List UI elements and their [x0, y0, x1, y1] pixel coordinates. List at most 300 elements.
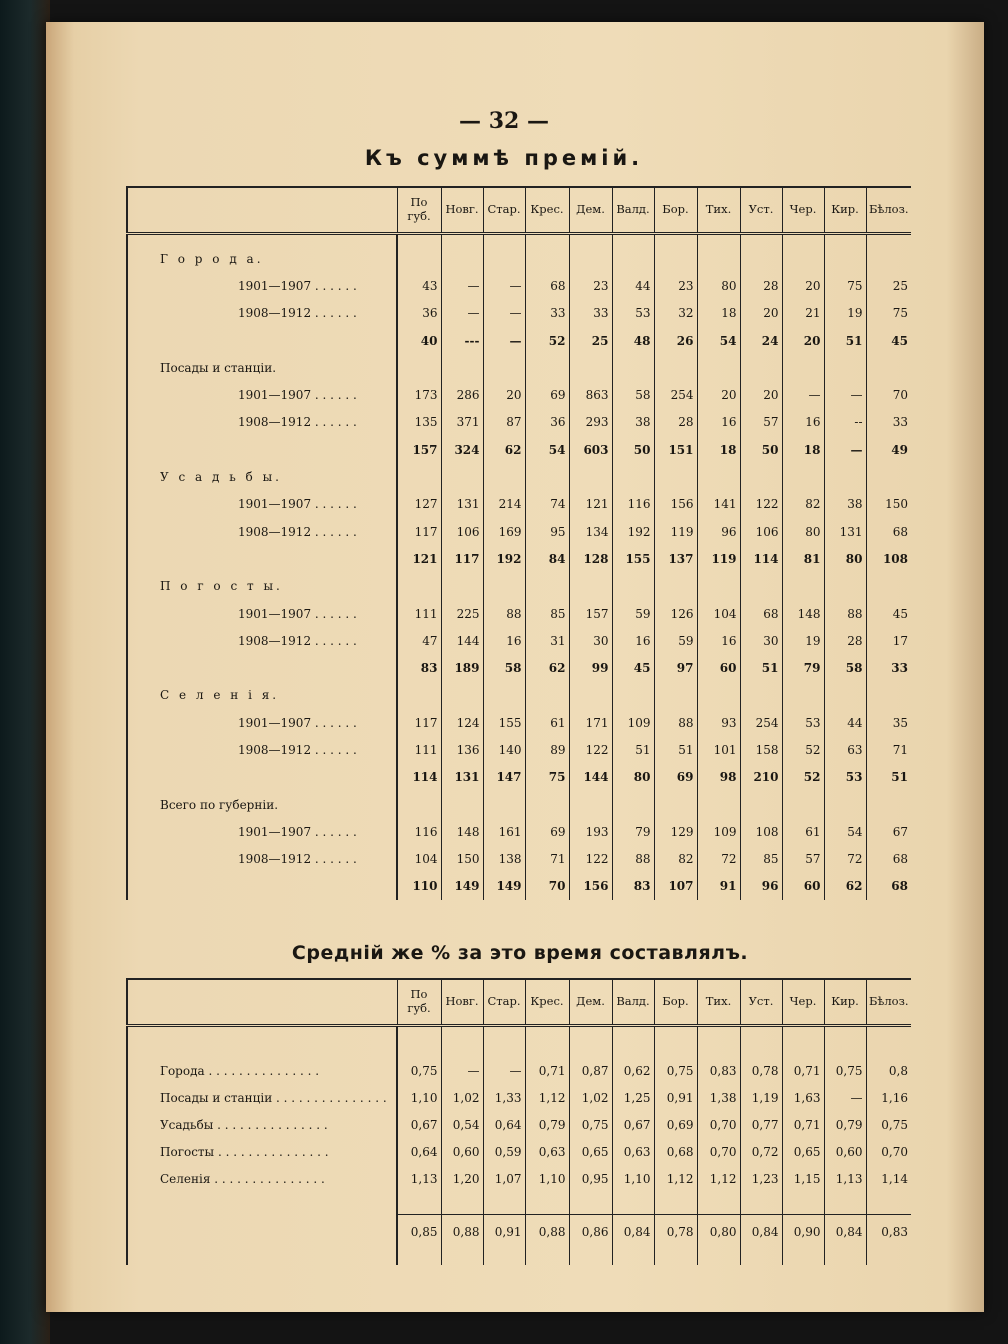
spacer-cell [612, 234, 654, 246]
category-row [127, 463, 911, 490]
value-cell: 192 [612, 518, 654, 545]
period-label-cell [127, 272, 397, 299]
category-row [127, 354, 911, 381]
empty-cell [483, 463, 525, 490]
value-cell: 1,16 [866, 1084, 911, 1111]
value-cell: 192 [483, 545, 525, 572]
value-cell: 122 [740, 491, 782, 518]
spacer-cell [697, 234, 740, 246]
value-cell: 121 [569, 491, 612, 518]
value-cell: 157 [569, 600, 612, 627]
value-cell: 48 [612, 327, 654, 354]
spacer-cell [697, 1249, 740, 1265]
leader-dots: . . . . . . [311, 497, 357, 512]
value-cell: 114 [740, 545, 782, 572]
value-cell: 149 [483, 873, 525, 900]
leader-dots: . . . . . . [311, 606, 357, 621]
value-cell: 128 [569, 545, 612, 572]
empty-cell [697, 245, 740, 272]
leader-dots: . . . . . . [311, 388, 357, 403]
value-cell: 0,64 [397, 1138, 441, 1165]
value-cell: 225 [441, 600, 483, 627]
value-cell: 18 [782, 436, 824, 463]
empty-cell [612, 573, 654, 600]
leader-dots: . . . . . . . . . . . . . . . [210, 1171, 325, 1186]
category-name: Г о р о д а. [160, 251, 264, 266]
value-cell: 124 [441, 709, 483, 736]
spacer-cell [866, 1249, 911, 1265]
spacer-cell [740, 234, 782, 246]
premium-sum-table [126, 186, 911, 900]
spacer-cell [740, 1192, 782, 1215]
spacer-row [127, 234, 911, 246]
value-cell: 33 [866, 654, 911, 681]
value-cell: 88 [612, 846, 654, 873]
value-cell: 121 [397, 545, 441, 572]
empty-cell [654, 354, 697, 381]
value-cell: 88 [654, 709, 697, 736]
spacer-cell [569, 234, 612, 246]
value-cell: 75 [525, 764, 569, 791]
value-cell: 0,78 [654, 1215, 697, 1250]
value-cell: 0,91 [654, 1084, 697, 1111]
value-cell: — [824, 1084, 866, 1111]
value-cell: — [441, 272, 483, 299]
period-label-cell [127, 381, 397, 408]
period-label-cell [127, 709, 397, 736]
value-cell: 63 [824, 736, 866, 763]
value-cell: 33 [866, 409, 911, 436]
spacer-cell [441, 1192, 483, 1215]
value-cell: 138 [483, 846, 525, 873]
spacer-cell [483, 234, 525, 246]
spacer-cell [824, 1192, 866, 1215]
value-cell: 53 [612, 300, 654, 327]
empty-cell [612, 354, 654, 381]
value-cell: 53 [824, 764, 866, 791]
total-row [127, 436, 911, 463]
category-name: Посады и станціи. [160, 360, 277, 375]
empty-cell [483, 682, 525, 709]
empty-cell [483, 245, 525, 272]
value-cell: 0,95 [569, 1165, 612, 1192]
value-cell: 68 [740, 600, 782, 627]
empty-cell [866, 245, 911, 272]
empty-cell [397, 791, 441, 818]
percent-row [127, 1111, 911, 1138]
period-row [127, 518, 911, 545]
row-label: Погосты [160, 1144, 215, 1159]
value-cell: 96 [697, 518, 740, 545]
category-label [127, 682, 397, 709]
value-cell: 210 [740, 764, 782, 791]
value-cell: 147 [483, 764, 525, 791]
value-cell: 140 [483, 736, 525, 763]
empty-cell [866, 573, 911, 600]
spacer-cell [654, 1026, 697, 1058]
value-cell: 23 [569, 272, 612, 299]
value-cell: 31 [525, 627, 569, 654]
period-row [127, 736, 911, 763]
total-row [127, 327, 911, 354]
period-label-cell [127, 764, 397, 791]
empty-cell [654, 463, 697, 490]
percent-row [127, 1084, 911, 1111]
value-cell: 0,77 [740, 1111, 782, 1138]
value-cell: 85 [525, 600, 569, 627]
value-cell: — [782, 381, 824, 408]
value-cell: 0,70 [866, 1138, 911, 1165]
value-cell: 0,84 [740, 1215, 782, 1250]
spacer-cell [483, 1192, 525, 1215]
spacer-cell [612, 1026, 654, 1058]
category-name: П о г о с т ы. [160, 579, 283, 594]
value-cell: 150 [866, 491, 911, 518]
value-cell: 69 [525, 381, 569, 408]
value-cell: 49 [866, 436, 911, 463]
value-cell: 62 [824, 873, 866, 900]
empty-cell [697, 682, 740, 709]
period-label: 1901—1907 [238, 497, 312, 512]
value-cell: 30 [740, 627, 782, 654]
value-cell: — [824, 436, 866, 463]
book-cover-edge [0, 0, 50, 1344]
value-cell: 117 [397, 518, 441, 545]
period-label: 1908—1912 [238, 524, 312, 539]
value-cell: 38 [824, 491, 866, 518]
spacer-row [127, 1026, 911, 1058]
value-cell: 0,88 [441, 1215, 483, 1250]
value-cell: 28 [824, 627, 866, 654]
value-cell: 51 [866, 764, 911, 791]
period-label-cell [127, 600, 397, 627]
value-cell: 26 [654, 327, 697, 354]
value-cell: 51 [612, 736, 654, 763]
value-cell: 1,23 [740, 1165, 782, 1192]
column-header: Дем. [569, 187, 612, 234]
column-header: Бѣлоз. [866, 187, 911, 234]
empty-cell [569, 245, 612, 272]
value-cell: 54 [824, 818, 866, 845]
value-cell: 110 [397, 873, 441, 900]
column-header: Крес. [525, 187, 569, 234]
value-cell: 54 [525, 436, 569, 463]
value-cell: 0,80 [697, 1215, 740, 1250]
value-cell: 107 [654, 873, 697, 900]
leader-dots: . . . . . . [311, 524, 357, 539]
spacer-cell [525, 1026, 569, 1058]
value-cell: 68 [866, 846, 911, 873]
value-cell: 1,12 [654, 1165, 697, 1192]
value-cell: 0,87 [569, 1057, 612, 1084]
total-row [127, 545, 911, 572]
value-cell: 61 [782, 818, 824, 845]
empty-cell [866, 682, 911, 709]
empty-cell [654, 245, 697, 272]
value-cell: 20 [782, 272, 824, 299]
value-cell: 16 [612, 627, 654, 654]
value-cell: 62 [525, 654, 569, 681]
empty-cell [525, 682, 569, 709]
value-cell: 1,13 [397, 1165, 441, 1192]
leader-dots: . . . . . . [311, 852, 357, 867]
empty-cell [612, 682, 654, 709]
value-cell: 1,02 [441, 1084, 483, 1111]
spacer-cell [483, 1026, 525, 1058]
value-cell: 0,54 [441, 1111, 483, 1138]
spacer-cell [866, 1192, 911, 1215]
value-cell: 0,71 [782, 1057, 824, 1084]
value-cell: 25 [866, 272, 911, 299]
period-label-cell [127, 736, 397, 763]
empty-cell [824, 463, 866, 490]
column-header: По губ. [397, 979, 441, 1026]
spacer-cell [483, 1249, 525, 1265]
value-cell: 0,84 [612, 1215, 654, 1250]
value-cell: 286 [441, 381, 483, 408]
value-cell: 51 [654, 736, 697, 763]
period-label-cell [127, 409, 397, 436]
leader-dots: . . . . . . [311, 715, 357, 730]
period-label: 1901—1907 [238, 824, 312, 839]
value-cell: 91 [697, 873, 740, 900]
empty-cell [612, 245, 654, 272]
spacer-cell [397, 1249, 441, 1265]
empty-cell [569, 463, 612, 490]
spacer-cell [824, 1026, 866, 1058]
value-cell: 156 [569, 873, 612, 900]
leader-dots: . . . . . . . . . . . . . . . [214, 1144, 329, 1159]
row-label-cell [127, 1111, 397, 1138]
value-cell: 44 [824, 709, 866, 736]
value-cell: -- [824, 409, 866, 436]
value-cell: 36 [525, 409, 569, 436]
value-cell: 127 [397, 491, 441, 518]
value-cell: 0,60 [824, 1138, 866, 1165]
category-label [127, 354, 397, 381]
leader-dots: . . . . . . [311, 824, 357, 839]
value-cell: 67 [866, 818, 911, 845]
value-cell: 52 [782, 736, 824, 763]
empty-cell [782, 463, 824, 490]
value-cell: — [483, 272, 525, 299]
value-cell: 1,13 [824, 1165, 866, 1192]
spacer-cell [441, 234, 483, 246]
category-label [127, 791, 397, 818]
value-cell: 60 [782, 873, 824, 900]
leader-dots: . . . . . . [311, 742, 357, 757]
value-cell: 24 [740, 327, 782, 354]
value-cell: 57 [782, 846, 824, 873]
row-label-cell [127, 1084, 397, 1111]
value-cell: 1,63 [782, 1084, 824, 1111]
value-cell: 293 [569, 409, 612, 436]
total-row [127, 764, 911, 791]
value-cell: 50 [740, 436, 782, 463]
value-cell: 158 [740, 736, 782, 763]
value-cell: 1,14 [866, 1165, 911, 1192]
value-cell: 59 [612, 600, 654, 627]
value-cell: 18 [697, 436, 740, 463]
empty-cell [483, 354, 525, 381]
empty-cell [740, 573, 782, 600]
spacer-cell [866, 1026, 911, 1058]
value-cell: 0,83 [866, 1215, 911, 1250]
value-cell: 35 [866, 709, 911, 736]
value-cell: 72 [697, 846, 740, 873]
value-cell: 51 [824, 327, 866, 354]
value-cell: 119 [697, 545, 740, 572]
spacer-cell [740, 1026, 782, 1058]
value-cell: 0,60 [441, 1138, 483, 1165]
value-cell: 30 [569, 627, 612, 654]
value-cell: 59 [654, 627, 697, 654]
spacer-cell [525, 234, 569, 246]
value-cell: 0,88 [525, 1215, 569, 1250]
value-cell: 0,90 [782, 1215, 824, 1250]
category-label [127, 245, 397, 272]
value-cell: 0,67 [397, 1111, 441, 1138]
value-cell: 0,68 [654, 1138, 697, 1165]
value-cell: 111 [397, 600, 441, 627]
value-cell: 0,78 [740, 1057, 782, 1084]
value-cell: 18 [697, 300, 740, 327]
value-cell: 109 [697, 818, 740, 845]
value-cell: 98 [697, 764, 740, 791]
value-cell: 144 [441, 627, 483, 654]
value-cell: 114 [397, 764, 441, 791]
category-row [127, 791, 911, 818]
empty-cell [441, 245, 483, 272]
empty-cell [782, 245, 824, 272]
period-row [127, 272, 911, 299]
value-cell: 82 [654, 846, 697, 873]
spacer-cell [612, 1249, 654, 1265]
value-cell: 141 [697, 491, 740, 518]
spacer-cell [441, 1026, 483, 1058]
spacer-cell [525, 1249, 569, 1265]
leader-dots: . . . . . . [311, 633, 357, 648]
value-cell: 150 [441, 846, 483, 873]
column-header: Дем. [569, 979, 612, 1026]
column-header: Уст. [740, 187, 782, 234]
value-cell: 169 [483, 518, 525, 545]
empty-cell [654, 573, 697, 600]
leader-dots: . . . . . . [311, 306, 357, 321]
spacer-cell [127, 1249, 397, 1265]
empty-cell [697, 354, 740, 381]
spacer-cell [697, 1026, 740, 1058]
empty-cell [397, 463, 441, 490]
column-header: Тих. [697, 187, 740, 234]
value-cell: 106 [740, 518, 782, 545]
value-cell: 144 [569, 764, 612, 791]
value-cell: 1,19 [740, 1084, 782, 1111]
value-cell: 89 [525, 736, 569, 763]
empty-cell [525, 354, 569, 381]
period-label-cell [127, 518, 397, 545]
value-cell: 45 [866, 600, 911, 627]
empty-cell [612, 791, 654, 818]
period-label: 1908—1912 [238, 742, 312, 757]
value-cell: 214 [483, 491, 525, 518]
value-cell: 0,75 [824, 1057, 866, 1084]
value-cell: 58 [483, 654, 525, 681]
category-label [127, 463, 397, 490]
value-cell: 108 [866, 545, 911, 572]
value-cell: 371 [441, 409, 483, 436]
value-cell: 1,10 [397, 1084, 441, 1111]
period-label-cell [127, 545, 397, 572]
value-cell: 68 [525, 272, 569, 299]
spacer-cell [782, 1026, 824, 1058]
value-cell: 61 [525, 709, 569, 736]
empty-cell [441, 573, 483, 600]
column-header: Стар. [483, 979, 525, 1026]
value-cell: 0,83 [697, 1057, 740, 1084]
empty-cell [782, 791, 824, 818]
table-header-row [127, 979, 911, 1026]
column-header: Валд. [612, 979, 654, 1026]
value-cell: 148 [782, 600, 824, 627]
value-cell: --- [441, 327, 483, 354]
period-row [127, 300, 911, 327]
period-label: 1901—1907 [238, 278, 312, 293]
period-label-cell [127, 846, 397, 873]
empty-cell [824, 682, 866, 709]
value-cell: 0,71 [782, 1111, 824, 1138]
value-cell: 0,86 [569, 1215, 612, 1250]
value-cell: 20 [740, 300, 782, 327]
value-cell: 0,75 [866, 1111, 911, 1138]
period-label-cell [127, 300, 397, 327]
table-header-row [127, 187, 911, 234]
value-cell: 603 [569, 436, 612, 463]
value-cell: 135 [397, 409, 441, 436]
value-cell: 33 [569, 300, 612, 327]
spacer-cell [569, 1192, 612, 1215]
empty-cell [654, 682, 697, 709]
value-cell: 43 [397, 272, 441, 299]
value-cell: 80 [612, 764, 654, 791]
empty-cell [866, 463, 911, 490]
percent-row [127, 1138, 911, 1165]
value-cell: 137 [654, 545, 697, 572]
value-cell: 16 [697, 627, 740, 654]
column-header: Крес. [525, 979, 569, 1026]
total-row [127, 873, 911, 900]
value-cell: 33 [525, 300, 569, 327]
spacer-cell [397, 1192, 441, 1215]
value-cell: 0,63 [612, 1138, 654, 1165]
column-header: Кир. [824, 979, 866, 1026]
average-percent-table [126, 978, 911, 1265]
value-cell: 0,72 [740, 1138, 782, 1165]
average-row [127, 1215, 911, 1250]
period-label-cell [127, 436, 397, 463]
empty-cell [740, 354, 782, 381]
empty-cell [866, 791, 911, 818]
spacer-cell [397, 1026, 441, 1058]
value-cell: 134 [569, 518, 612, 545]
value-cell: 95 [525, 518, 569, 545]
value-cell: 193 [569, 818, 612, 845]
value-cell: 156 [654, 491, 697, 518]
value-cell: 0,65 [782, 1138, 824, 1165]
period-label-cell [127, 491, 397, 518]
empty-cell [782, 573, 824, 600]
spacer-cell [127, 1192, 397, 1215]
